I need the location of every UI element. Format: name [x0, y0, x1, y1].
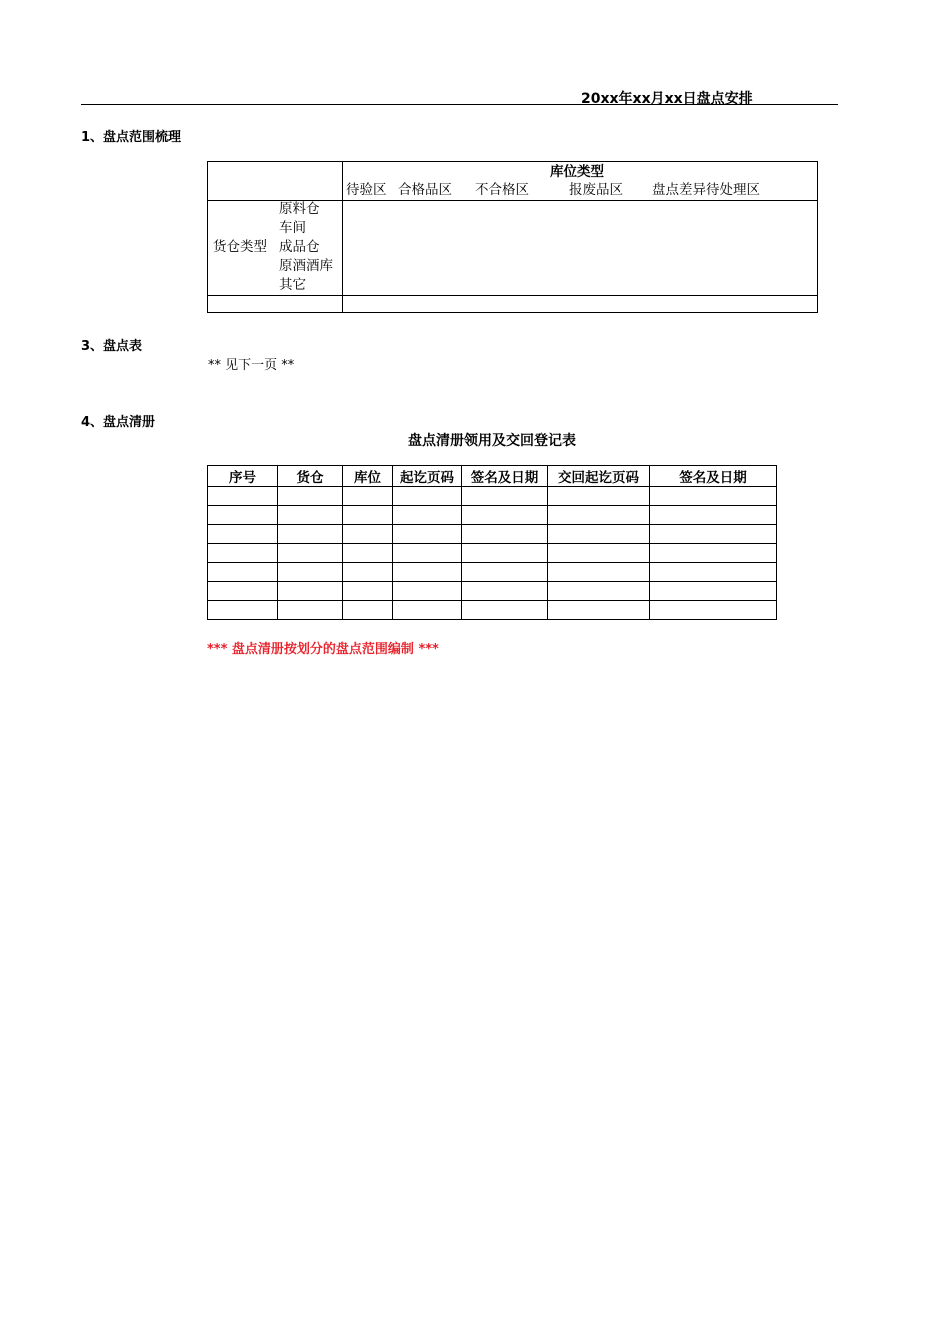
- register-header-row: [208, 466, 777, 487]
- table-cell: [650, 487, 777, 506]
- location-scrap: 报废品区: [569, 182, 623, 198]
- table-cell: [343, 582, 393, 601]
- location-pending: 待验区: [346, 182, 387, 198]
- table-cell: [462, 582, 548, 601]
- table-cell: [548, 601, 650, 620]
- section-3-heading: 3、盘点表: [81, 339, 143, 354]
- table-cell: [462, 525, 548, 544]
- table-row: [208, 563, 777, 582]
- table-cell: [548, 582, 650, 601]
- section-1-heading: 1、盘点范围梳理: [81, 130, 182, 145]
- table-cell: [278, 487, 343, 506]
- column-header-seq: 序号: [208, 466, 278, 487]
- register-scope-note: *** 盘点清册按划分的盘点范围编制 ***: [207, 642, 439, 657]
- table-row: [208, 544, 777, 563]
- table-cell: [393, 487, 462, 506]
- table-cell: [462, 601, 548, 620]
- table-cell: [650, 582, 777, 601]
- location-type-header: 库位类型: [550, 164, 604, 180]
- table-cell: [393, 582, 462, 601]
- location-qualified: 合格品区: [398, 182, 452, 198]
- table-cell: [343, 601, 393, 620]
- table-cell: [343, 506, 393, 525]
- table-cell: [343, 487, 393, 506]
- table-cell: [278, 525, 343, 544]
- column-header-sign-date: 签名及日期: [462, 466, 548, 487]
- table-cell: [278, 506, 343, 525]
- see-next-page-note: ** 见下一页 **: [208, 358, 295, 373]
- table-cell: [650, 506, 777, 525]
- table-cell: [208, 582, 278, 601]
- scope-table-footer-divider: [208, 295, 817, 296]
- table-row: [208, 506, 777, 525]
- column-header-return-sign-date: 签名及日期: [650, 466, 777, 487]
- table-cell: [208, 563, 278, 582]
- table-cell: [343, 525, 393, 544]
- table-cell: [548, 563, 650, 582]
- column-header-location: 库位: [343, 466, 393, 487]
- table-cell: [393, 525, 462, 544]
- table-row: [208, 601, 777, 620]
- header-divider: [81, 104, 838, 105]
- register-title: 盘点清册领用及交回登记表: [408, 433, 576, 449]
- table-cell: [393, 563, 462, 582]
- column-header-warehouse: 货仓: [278, 466, 343, 487]
- table-cell: [278, 563, 343, 582]
- table-cell: [278, 544, 343, 563]
- warehouse-other: 其它: [279, 277, 306, 293]
- column-header-return-page-range: 交回起讫页码: [548, 466, 650, 487]
- table-cell: [208, 601, 278, 620]
- table-cell: [278, 582, 343, 601]
- table-cell: [650, 601, 777, 620]
- register-table: [207, 465, 777, 620]
- table-cell: [393, 544, 462, 563]
- table-cell: [343, 563, 393, 582]
- section-4-heading: 4、盘点清册: [81, 415, 156, 430]
- table-row: [208, 525, 777, 544]
- table-cell: [462, 544, 548, 563]
- table-cell: [462, 487, 548, 506]
- table-cell: [650, 563, 777, 582]
- scope-table-column-divider: [342, 162, 343, 312]
- table-cell: [548, 525, 650, 544]
- location-variance: 盘点差异待处理区: [652, 182, 760, 198]
- warehouse-type-label: 货仓类型: [213, 239, 267, 255]
- table-cell: [650, 544, 777, 563]
- location-nonconforming: 不合格区: [475, 182, 529, 198]
- column-header-page-range: 起讫页码: [393, 466, 462, 487]
- table-row: [208, 487, 777, 506]
- table-row: [208, 582, 777, 601]
- table-cell: [393, 506, 462, 525]
- table-cell: [548, 544, 650, 563]
- table-cell: [343, 544, 393, 563]
- page-title: 20xx年xx月xx日盘点安排: [581, 91, 753, 107]
- table-cell: [548, 487, 650, 506]
- table-cell: [208, 525, 278, 544]
- table-cell: [208, 506, 278, 525]
- table-cell: [393, 601, 462, 620]
- warehouse-workshop: 车间: [279, 220, 306, 236]
- warehouse-raw-material: 原料仓: [279, 201, 320, 217]
- table-cell: [548, 506, 650, 525]
- table-cell: [650, 525, 777, 544]
- table-cell: [208, 487, 278, 506]
- table-cell: [462, 506, 548, 525]
- table-cell: [278, 601, 343, 620]
- warehouse-base-liquor: 原酒酒库: [279, 258, 333, 274]
- table-cell: [208, 544, 278, 563]
- warehouse-finished-goods: 成品仓: [279, 239, 320, 255]
- table-cell: [462, 563, 548, 582]
- scope-table: [207, 161, 818, 313]
